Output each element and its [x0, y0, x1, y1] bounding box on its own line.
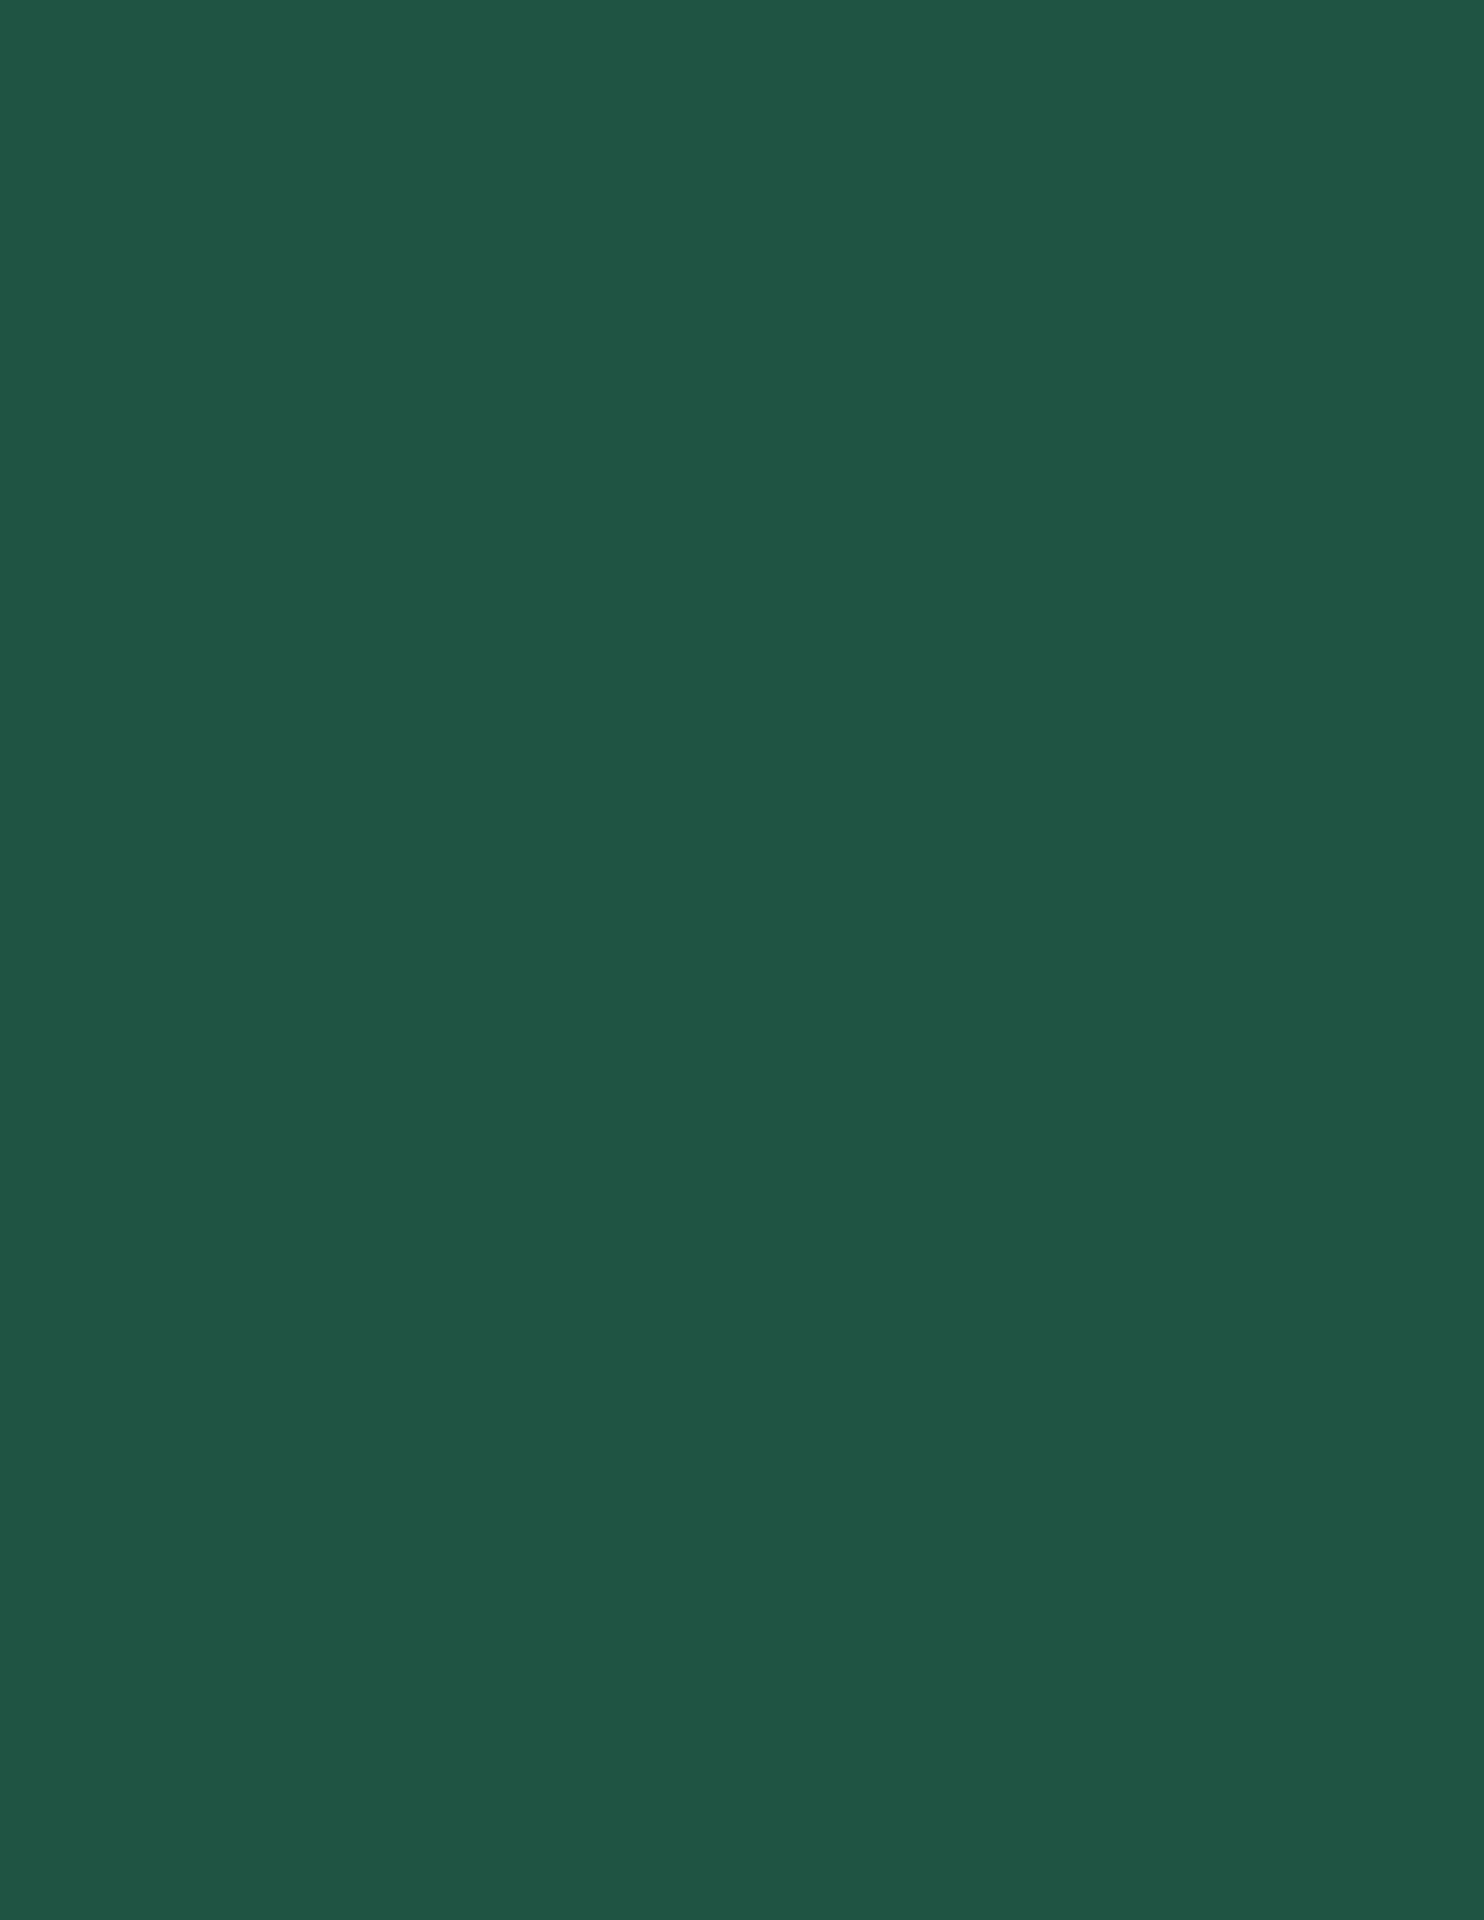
drinks-column-right [763, 282, 1350, 306]
signature-cocktails-column [131, 282, 719, 290]
decorative-palm-lines-top [0, 0, 1484, 300]
sake-header [763, 304, 1350, 306]
